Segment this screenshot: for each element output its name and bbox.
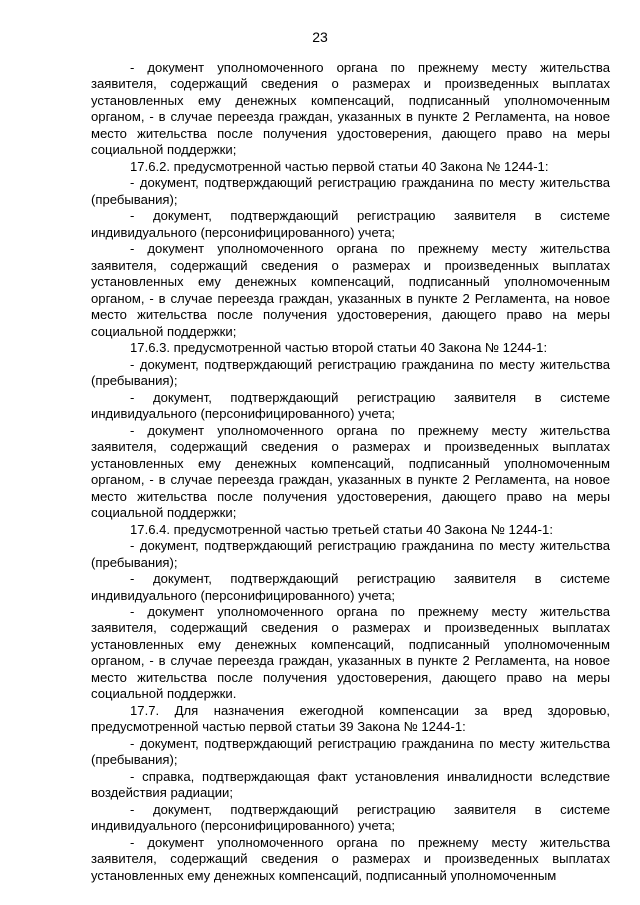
page-number: 23 (312, 29, 328, 45)
paragraph: - документ уполномоченного органа по прежнему месту жительства заявителя, содержащий сведения о размерах и произведенных выплатах установленных ему денежных компенсаций, подписанный уполномоченным (91, 834, 610, 883)
paragraph: 17.6.2. предусмотренной частью первой статьи 40 Закона № 1244-1: (130, 158, 549, 174)
paragraph: - документ уполномоченного органа по прежнему месту жительства заявителя, содержащий сведения о размерах и произведенных выплатах установленных ему денежных компенсаций, подписанный уполномоченным органом, - в случае переезда граждан, указанных в пункте 2 Регламента, на новое место жительства после получения удостоверения, дающего право на меры социальной поддержки. (91, 603, 610, 702)
paragraph: - документ уполномоченного органа по прежнему месту жительства заявителя, содержащий сведения о размерах и произведенных выплатах установленных ему денежных компенсаций, подписанный уполномоченным органом, - в случае переезда граждан, указанных в пункте 2 Регламента, на новое место жительства после получения удостоверения, дающего право на меры социальной поддержки; (91, 60, 610, 158)
paragraph: 17.6.4. предусмотренной частью третьей статьи 40 Закона № 1244-1: (130, 521, 553, 537)
paragraph: 17.7. Для назначения ежегодной компенсации за вред здоровью, предусмотренной частью первой статьи 39 Закона № 1244-1: (91, 702, 610, 735)
paragraph: - документ, подтверждающий регистрацию заявителя в системе индивидуального (персонифицированного) учета; (91, 571, 610, 603)
paragraph: - документ, подтверждающий регистрацию заявителя в системе индивидуального (персонифицированного) учета; (91, 801, 610, 834)
paragraph: - документ, подтверждающий регистрацию заявителя в системе индивидуального (персонифицированного) учета; (91, 389, 610, 422)
document-body (91, 60, 610, 884)
paragraph: - документ, подтверждающий регистрацию заявителя в системе индивидуального (персонифицированного) учета; (91, 208, 610, 240)
paragraph: - документ, подтверждающий регистрацию гражданина по месту жительства (пребывания); (91, 538, 610, 570)
paragraph: - справка, подтверждающая факт установления инвалидности вследствие воздействия радиации; (91, 768, 610, 801)
paragraph: - документ, подтверждающий регистрацию гражданина по месту жительства (пребывания); (91, 175, 610, 207)
paragraph: - документ, подтверждающий регистрацию гражданина по месту жительства (пребывания); (91, 735, 610, 768)
paragraph: - документ уполномоченного органа по прежнему месту жительства заявителя, содержащий сведения о размерах и произведенных выплатах установленных ему денежных компенсаций, подписанный уполномоченным органом, - в случае переезда граждан, указанных в пункте 2 Регламента, на новое место жительства после получения удостоверения, дающего право на меры социальной поддержки; (91, 241, 610, 339)
paragraph: - документ уполномоченного органа по прежнему месту жительства заявителя, содержащий сведения о размерах и произведенных выплатах установленных ему денежных компенсаций, подписанный уполномоченным органом, - в случае переезда граждан, указанных в пункте 2 Регламента, на новое место жительства после получения удостоверения, дающего право на меры социальной поддержки; (91, 422, 610, 521)
paragraph: 17.6.3. предусмотренной частью второй статьи 40 Закона № 1244-1: (130, 340, 548, 356)
paragraph: - документ, подтверждающий регистрацию гражданина по месту жительства (пребывания); (91, 356, 610, 389)
